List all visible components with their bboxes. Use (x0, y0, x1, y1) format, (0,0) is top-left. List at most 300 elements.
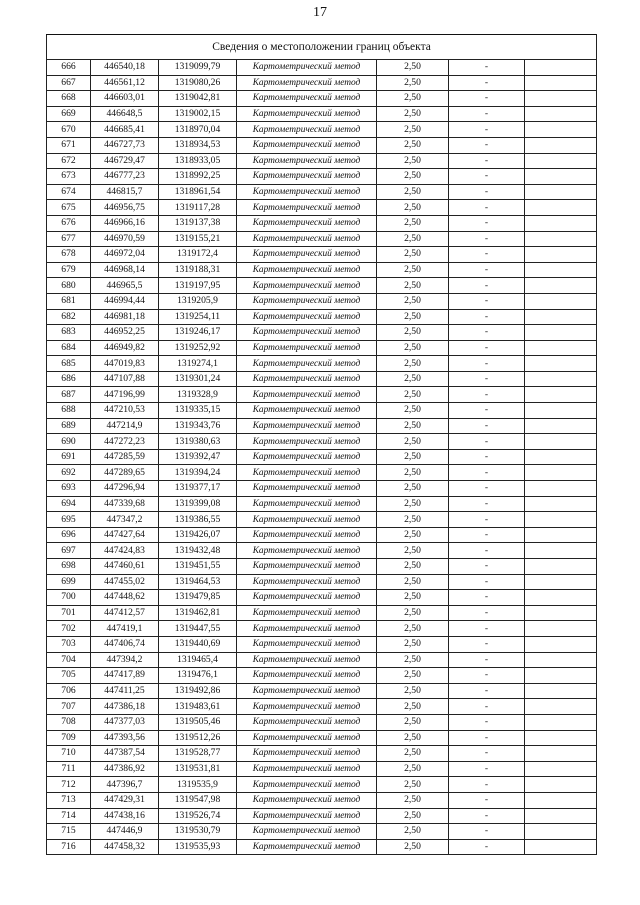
point-number-cell: 712 (47, 777, 91, 793)
y-coordinate-cell: 1319155,21 (159, 231, 237, 247)
note-cell: - (449, 153, 525, 169)
table-row (47, 340, 597, 356)
point-number-cell: 684 (47, 340, 91, 356)
point-number-cell: 704 (47, 652, 91, 668)
x-coordinate-cell: 447296,94 (91, 481, 159, 497)
accuracy-cell: 2,50 (377, 605, 449, 621)
accuracy-cell: 2,50 (377, 824, 449, 840)
x-coordinate-cell: 447460,61 (91, 559, 159, 575)
accuracy-cell: 2,50 (377, 668, 449, 684)
accuracy-cell: 2,50 (377, 527, 449, 543)
table-caption: Сведения о местоположении границ объекта (47, 35, 597, 60)
y-coordinate-cell: 1319505,46 (159, 714, 237, 730)
table-row (47, 215, 597, 231)
empty-cell (525, 434, 597, 450)
accuracy-cell: 2,50 (377, 699, 449, 715)
empty-cell (525, 215, 597, 231)
method-cell: Картометрический метод (237, 215, 377, 231)
note-cell: - (449, 262, 525, 278)
point-number-cell: 683 (47, 325, 91, 341)
table-row (47, 309, 597, 325)
table-row (47, 278, 597, 294)
x-coordinate-cell: 447386,92 (91, 761, 159, 777)
table-row (47, 496, 597, 512)
note-cell: - (449, 808, 525, 824)
note-cell: - (449, 247, 525, 263)
method-cell: Картометрический метод (237, 543, 377, 559)
table-row (47, 636, 597, 652)
table-row (47, 387, 597, 403)
note-cell: - (449, 824, 525, 840)
note-cell: - (449, 636, 525, 652)
x-coordinate-cell: 446968,14 (91, 262, 159, 278)
accuracy-cell: 2,50 (377, 761, 449, 777)
y-coordinate-cell: 1319531,81 (159, 761, 237, 777)
accuracy-cell: 2,50 (377, 91, 449, 107)
point-number-cell: 680 (47, 278, 91, 294)
point-number-cell: 667 (47, 75, 91, 91)
method-cell: Картометрический метод (237, 169, 377, 185)
empty-cell (525, 605, 597, 621)
accuracy-cell: 2,50 (377, 808, 449, 824)
point-number-cell: 682 (47, 309, 91, 325)
note-cell: - (449, 137, 525, 153)
x-coordinate-cell: 447394,2 (91, 652, 159, 668)
point-number-cell: 697 (47, 543, 91, 559)
y-coordinate-cell: 1319002,15 (159, 106, 237, 122)
note-cell: - (449, 714, 525, 730)
method-cell: Картометрический метод (237, 200, 377, 216)
x-coordinate-cell: 447377,03 (91, 714, 159, 730)
table-row (47, 543, 597, 559)
note-cell: - (449, 325, 525, 341)
x-coordinate-cell: 446956,75 (91, 200, 159, 216)
y-coordinate-cell: 1319526,74 (159, 808, 237, 824)
x-coordinate-cell: 447411,25 (91, 683, 159, 699)
note-cell: - (449, 340, 525, 356)
note-cell: - (449, 559, 525, 575)
point-number-cell: 705 (47, 668, 91, 684)
table-row (47, 824, 597, 840)
note-cell: - (449, 293, 525, 309)
y-coordinate-cell: 1319432,48 (159, 543, 237, 559)
x-coordinate-cell: 447214,9 (91, 418, 159, 434)
accuracy-cell: 2,50 (377, 106, 449, 122)
note-cell: - (449, 792, 525, 808)
boundary-table-container (46, 34, 596, 855)
method-cell: Картометрический метод (237, 496, 377, 512)
table-row (47, 699, 597, 715)
method-cell: Картометрический метод (237, 262, 377, 278)
table-row (47, 527, 597, 543)
x-coordinate-cell: 447448,62 (91, 590, 159, 606)
x-coordinate-cell: 447386,18 (91, 699, 159, 715)
note-cell: - (449, 278, 525, 294)
point-number-cell: 703 (47, 636, 91, 652)
point-number-cell: 713 (47, 792, 91, 808)
point-number-cell: 698 (47, 559, 91, 575)
point-number-cell: 674 (47, 184, 91, 200)
method-cell: Картометрический метод (237, 153, 377, 169)
x-coordinate-cell: 447396,7 (91, 777, 159, 793)
x-coordinate-cell: 447272,23 (91, 434, 159, 450)
method-cell: Картометрический метод (237, 683, 377, 699)
y-coordinate-cell: 1319535,9 (159, 777, 237, 793)
x-coordinate-cell: 446965,5 (91, 278, 159, 294)
note-cell: - (449, 527, 525, 543)
note-cell: - (449, 761, 525, 777)
x-coordinate-cell: 447339,68 (91, 496, 159, 512)
table-row (47, 137, 597, 153)
method-cell: Картометрический метод (237, 699, 377, 715)
table-row (47, 449, 597, 465)
method-cell: Картометрический метод (237, 621, 377, 637)
note-cell: - (449, 60, 525, 76)
y-coordinate-cell: 1319343,76 (159, 418, 237, 434)
y-coordinate-cell: 1318970,04 (159, 122, 237, 138)
empty-cell (525, 75, 597, 91)
empty-cell (525, 559, 597, 575)
accuracy-cell: 2,50 (377, 777, 449, 793)
table-row (47, 122, 597, 138)
method-cell: Картометрический метод (237, 527, 377, 543)
accuracy-cell: 2,50 (377, 559, 449, 575)
y-coordinate-cell: 1319188,31 (159, 262, 237, 278)
table-row (47, 153, 597, 169)
accuracy-cell: 2,50 (377, 262, 449, 278)
method-cell: Картометрический метод (237, 481, 377, 497)
x-coordinate-cell: 447455,02 (91, 574, 159, 590)
empty-cell (525, 387, 597, 403)
method-cell: Картометрический метод (237, 761, 377, 777)
note-cell: - (449, 200, 525, 216)
accuracy-cell: 2,50 (377, 839, 449, 855)
x-coordinate-cell: 446966,16 (91, 215, 159, 231)
accuracy-cell: 2,50 (377, 574, 449, 590)
x-coordinate-cell: 446981,18 (91, 309, 159, 325)
method-cell: Картометрический метод (237, 60, 377, 76)
x-coordinate-cell: 447458,32 (91, 839, 159, 855)
empty-cell (525, 527, 597, 543)
accuracy-cell: 2,50 (377, 325, 449, 341)
boundary-coordinates-table (46, 34, 597, 855)
empty-cell (525, 403, 597, 419)
point-number-cell: 714 (47, 808, 91, 824)
y-coordinate-cell: 1319426,07 (159, 527, 237, 543)
point-number-cell: 700 (47, 590, 91, 606)
y-coordinate-cell: 1319377,17 (159, 481, 237, 497)
table-row (47, 621, 597, 637)
note-cell: - (449, 668, 525, 684)
table-row (47, 512, 597, 528)
table-row (47, 247, 597, 263)
empty-cell (525, 668, 597, 684)
accuracy-cell: 2,50 (377, 340, 449, 356)
point-number-cell: 694 (47, 496, 91, 512)
x-coordinate-cell: 447424,83 (91, 543, 159, 559)
accuracy-cell: 2,50 (377, 122, 449, 138)
accuracy-cell: 2,50 (377, 60, 449, 76)
method-cell: Картометрический метод (237, 449, 377, 465)
x-coordinate-cell: 446561,12 (91, 75, 159, 91)
y-coordinate-cell: 1318934,53 (159, 137, 237, 153)
y-coordinate-cell: 1319246,17 (159, 325, 237, 341)
empty-cell (525, 106, 597, 122)
x-coordinate-cell: 447289,65 (91, 465, 159, 481)
table-row (47, 590, 597, 606)
accuracy-cell: 2,50 (377, 418, 449, 434)
x-coordinate-cell: 447196,99 (91, 387, 159, 403)
point-number-cell: 679 (47, 262, 91, 278)
table-row (47, 574, 597, 590)
point-number-cell: 707 (47, 699, 91, 715)
note-cell: - (449, 91, 525, 107)
empty-cell (525, 231, 597, 247)
table-row (47, 777, 597, 793)
method-cell: Картометрический метод (237, 590, 377, 606)
method-cell: Картометрический метод (237, 465, 377, 481)
x-coordinate-cell: 447427,64 (91, 527, 159, 543)
empty-cell (525, 824, 597, 840)
accuracy-cell: 2,50 (377, 200, 449, 216)
empty-cell (525, 169, 597, 185)
x-coordinate-cell: 447419,1 (91, 621, 159, 637)
y-coordinate-cell: 1319464,53 (159, 574, 237, 590)
empty-cell (525, 699, 597, 715)
empty-cell (525, 683, 597, 699)
table-row (47, 559, 597, 575)
method-cell: Картометрический метод (237, 636, 377, 652)
empty-cell (525, 449, 597, 465)
x-coordinate-cell: 447393,56 (91, 730, 159, 746)
point-number-cell: 708 (47, 714, 91, 730)
y-coordinate-cell: 1319254,11 (159, 309, 237, 325)
accuracy-cell: 2,50 (377, 465, 449, 481)
table-row (47, 75, 597, 91)
method-cell: Картометрический метод (237, 356, 377, 372)
table-row (47, 293, 597, 309)
table-row (47, 434, 597, 450)
table-row (47, 262, 597, 278)
empty-cell (525, 792, 597, 808)
method-cell: Картометрический метод (237, 247, 377, 263)
empty-cell (525, 371, 597, 387)
method-cell: Картометрический метод (237, 824, 377, 840)
empty-cell (525, 621, 597, 637)
empty-cell (525, 496, 597, 512)
y-coordinate-cell: 1319328,9 (159, 387, 237, 403)
point-number-cell: 677 (47, 231, 91, 247)
accuracy-cell: 2,50 (377, 278, 449, 294)
table-row (47, 371, 597, 387)
table-row (47, 730, 597, 746)
method-cell: Картометрический метод (237, 340, 377, 356)
x-coordinate-cell: 447107,88 (91, 371, 159, 387)
method-cell: Картометрический метод (237, 106, 377, 122)
accuracy-cell: 2,50 (377, 590, 449, 606)
note-cell: - (449, 496, 525, 512)
method-cell: Картометрический метод (237, 652, 377, 668)
point-number-cell: 701 (47, 605, 91, 621)
page-number: 17 (313, 5, 327, 20)
y-coordinate-cell: 1318992,25 (159, 169, 237, 185)
point-number-cell: 699 (47, 574, 91, 590)
y-coordinate-cell: 1319252,92 (159, 340, 237, 356)
y-coordinate-cell: 1319465,4 (159, 652, 237, 668)
point-number-cell: 687 (47, 387, 91, 403)
y-coordinate-cell: 1319080,26 (159, 75, 237, 91)
point-number-cell: 702 (47, 621, 91, 637)
table-row (47, 169, 597, 185)
empty-cell (525, 839, 597, 855)
y-coordinate-cell: 1319399,08 (159, 496, 237, 512)
accuracy-cell: 2,50 (377, 356, 449, 372)
note-cell: - (449, 465, 525, 481)
y-coordinate-cell: 1319042,81 (159, 91, 237, 107)
table-row (47, 403, 597, 419)
accuracy-cell: 2,50 (377, 792, 449, 808)
accuracy-cell: 2,50 (377, 496, 449, 512)
y-coordinate-cell: 1319117,28 (159, 200, 237, 216)
method-cell: Картометрический метод (237, 714, 377, 730)
accuracy-cell: 2,50 (377, 512, 449, 528)
table-row (47, 60, 597, 76)
method-cell: Картометрический метод (237, 559, 377, 575)
point-number-cell: 695 (47, 512, 91, 528)
empty-cell (525, 465, 597, 481)
accuracy-cell: 2,50 (377, 231, 449, 247)
note-cell: - (449, 75, 525, 91)
y-coordinate-cell: 1318933,05 (159, 153, 237, 169)
point-number-cell: 668 (47, 91, 91, 107)
point-number-cell: 678 (47, 247, 91, 263)
note-cell: - (449, 371, 525, 387)
method-cell: Картометрический метод (237, 137, 377, 153)
empty-cell (525, 293, 597, 309)
x-coordinate-cell: 446815,7 (91, 184, 159, 200)
method-cell: Картометрический метод (237, 746, 377, 762)
point-number-cell: 710 (47, 746, 91, 762)
x-coordinate-cell: 447446,9 (91, 824, 159, 840)
x-coordinate-cell: 446972,04 (91, 247, 159, 263)
accuracy-cell: 2,50 (377, 449, 449, 465)
accuracy-cell: 2,50 (377, 371, 449, 387)
method-cell: Картометрический метод (237, 434, 377, 450)
method-cell: Картометрический метод (237, 574, 377, 590)
table-body (47, 60, 597, 855)
y-coordinate-cell: 1319483,61 (159, 699, 237, 715)
note-cell: - (449, 777, 525, 793)
accuracy-cell: 2,50 (377, 621, 449, 637)
note-cell: - (449, 215, 525, 231)
y-coordinate-cell: 1319274,1 (159, 356, 237, 372)
point-number-cell: 688 (47, 403, 91, 419)
method-cell: Картометрический метод (237, 792, 377, 808)
point-number-cell: 671 (47, 137, 91, 153)
method-cell: Картометрический метод (237, 122, 377, 138)
method-cell: Картометрический метод (237, 839, 377, 855)
note-cell: - (449, 605, 525, 621)
x-coordinate-cell: 447210,53 (91, 403, 159, 419)
empty-cell (525, 60, 597, 76)
accuracy-cell: 2,50 (377, 169, 449, 185)
note-cell: - (449, 574, 525, 590)
table-row (47, 792, 597, 808)
table-row (47, 668, 597, 684)
empty-cell (525, 714, 597, 730)
accuracy-cell: 2,50 (377, 543, 449, 559)
y-coordinate-cell: 1319451,55 (159, 559, 237, 575)
empty-cell (525, 91, 597, 107)
y-coordinate-cell: 1319380,63 (159, 434, 237, 450)
note-cell: - (449, 621, 525, 637)
table-row (47, 652, 597, 668)
note-cell: - (449, 309, 525, 325)
empty-cell (525, 340, 597, 356)
x-coordinate-cell: 446603,01 (91, 91, 159, 107)
note-cell: - (449, 403, 525, 419)
y-coordinate-cell: 1319479,85 (159, 590, 237, 606)
accuracy-cell: 2,50 (377, 636, 449, 652)
empty-cell (525, 356, 597, 372)
table-row (47, 683, 597, 699)
method-cell: Картометрический метод (237, 512, 377, 528)
point-number-cell: 711 (47, 761, 91, 777)
point-number-cell: 675 (47, 200, 91, 216)
note-cell: - (449, 169, 525, 185)
method-cell: Картометрический метод (237, 278, 377, 294)
x-coordinate-cell: 447285,59 (91, 449, 159, 465)
note-cell: - (449, 106, 525, 122)
point-number-cell: 693 (47, 481, 91, 497)
y-coordinate-cell: 1319197,95 (159, 278, 237, 294)
table-row (47, 231, 597, 247)
table-row (47, 808, 597, 824)
empty-cell (525, 481, 597, 497)
empty-cell (525, 247, 597, 263)
method-cell: Картометрический метод (237, 293, 377, 309)
x-coordinate-cell: 447347,2 (91, 512, 159, 528)
empty-cell (525, 636, 597, 652)
x-coordinate-cell: 446994,44 (91, 293, 159, 309)
note-cell: - (449, 730, 525, 746)
empty-cell (525, 746, 597, 762)
note-cell: - (449, 839, 525, 855)
point-number-cell: 686 (47, 371, 91, 387)
empty-cell (525, 184, 597, 200)
x-coordinate-cell: 446540,18 (91, 60, 159, 76)
x-coordinate-cell: 446727,73 (91, 137, 159, 153)
method-cell: Картометрический метод (237, 325, 377, 341)
x-coordinate-cell: 446970,59 (91, 231, 159, 247)
accuracy-cell: 2,50 (377, 153, 449, 169)
method-cell: Картометрический метод (237, 730, 377, 746)
empty-cell (525, 325, 597, 341)
empty-cell (525, 418, 597, 434)
method-cell: Картометрический метод (237, 184, 377, 200)
empty-cell (525, 512, 597, 528)
empty-cell (525, 309, 597, 325)
method-cell: Картометрический метод (237, 605, 377, 621)
x-coordinate-cell: 446685,41 (91, 122, 159, 138)
method-cell: Картометрический метод (237, 403, 377, 419)
note-cell: - (449, 449, 525, 465)
accuracy-cell: 2,50 (377, 652, 449, 668)
point-number-cell: 716 (47, 839, 91, 855)
note-cell: - (449, 231, 525, 247)
y-coordinate-cell: 1319205,9 (159, 293, 237, 309)
empty-cell (525, 262, 597, 278)
